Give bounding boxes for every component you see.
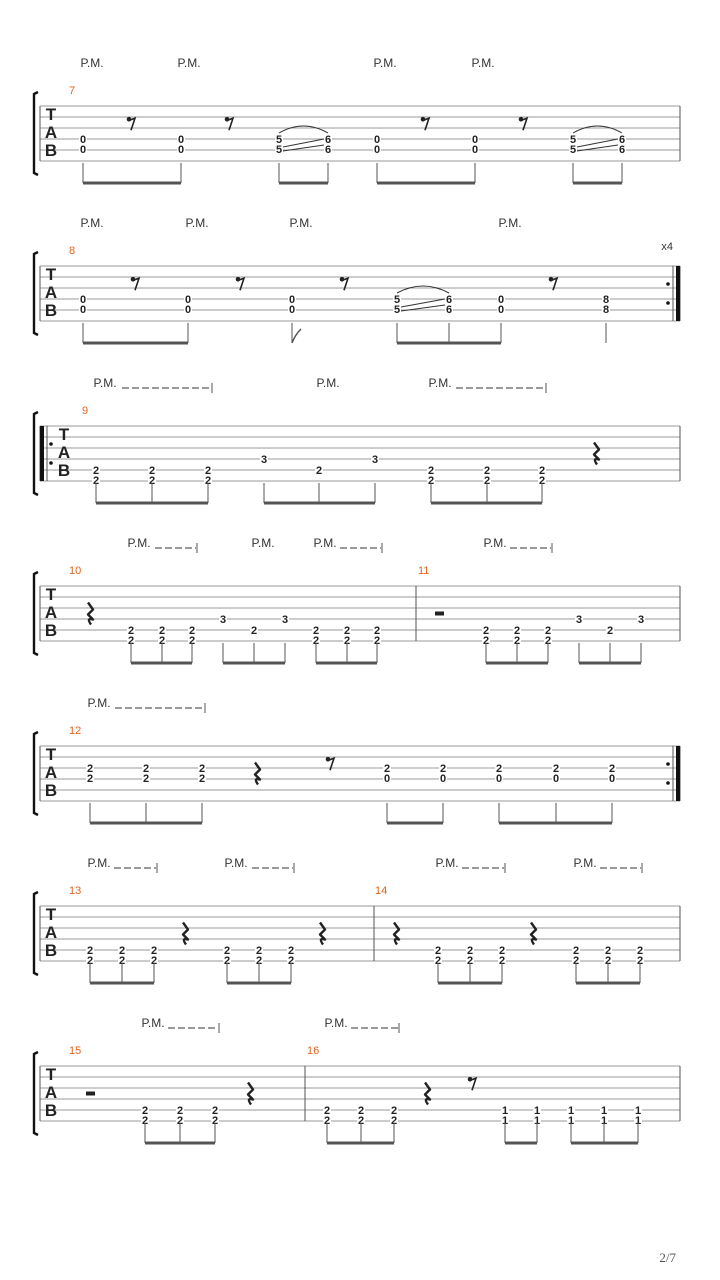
palm-mute-label: P.M. xyxy=(289,216,313,230)
tab-clef-letter-a: A xyxy=(44,763,58,782)
note-chord xyxy=(275,134,283,156)
tab-clef-letter-a: A xyxy=(44,603,58,622)
palm-mute-label: P.M. xyxy=(80,56,104,70)
fret-number: 2 xyxy=(538,465,546,477)
palm-mute-label: P.M. xyxy=(324,1016,348,1030)
fret-number: 6 xyxy=(324,134,332,146)
fret-number: 0 xyxy=(373,134,381,146)
fret-number: 1 xyxy=(533,1115,541,1127)
palm-mute-label: P.M. xyxy=(177,56,201,70)
fret-number: 2 xyxy=(223,955,231,967)
fret-number: 2 xyxy=(343,625,351,637)
note-chord xyxy=(177,134,185,156)
fret-number: 2 xyxy=(86,763,94,775)
hammer-tie-arc xyxy=(279,126,328,133)
measure-number: 14 xyxy=(375,885,388,897)
tab-system-1 xyxy=(34,56,680,183)
palm-mute-label: P.M. xyxy=(224,856,248,870)
palm-mute-label: P.M. xyxy=(498,216,522,230)
fret-number: 2 xyxy=(211,1115,219,1127)
fret-number: 6 xyxy=(445,304,453,316)
repeat-end-thick-bar xyxy=(676,746,680,801)
fret-number: 2 xyxy=(604,945,612,957)
note-chord xyxy=(79,294,87,316)
fret-number: 2 xyxy=(176,1115,184,1127)
fret-number: 6 xyxy=(324,144,332,156)
fret-number: 8 xyxy=(602,294,610,306)
fret-number: 6 xyxy=(445,294,453,306)
note-chord xyxy=(618,134,626,156)
fret-number: 2 xyxy=(150,945,158,957)
fret-number: 2 xyxy=(150,955,158,967)
note-chord xyxy=(439,763,447,785)
fret-number: 2 xyxy=(466,945,474,957)
fret-number: 2 xyxy=(434,955,442,967)
fret-number: 2 xyxy=(390,1105,398,1117)
fret-number: 2 xyxy=(158,635,166,647)
fret-number: 2 xyxy=(142,773,150,785)
fret-number: 0 xyxy=(79,134,87,146)
system-bracket xyxy=(34,412,38,495)
fret-number: 2 xyxy=(188,625,196,637)
system-bracket xyxy=(34,572,38,655)
fret-number: 2 xyxy=(498,955,506,967)
quarter-rest-icon xyxy=(183,923,188,945)
palm-mute-label: P.M. xyxy=(471,56,495,70)
palm-mute-label: P.M. xyxy=(483,536,507,550)
fret-number: 2 xyxy=(482,635,490,647)
fret-number: 2 xyxy=(357,1115,365,1127)
fret-number: 0 xyxy=(439,773,447,785)
fret-number: 1 xyxy=(501,1115,509,1127)
fret-number: 1 xyxy=(600,1115,608,1127)
repeat-count: x4 xyxy=(661,241,673,253)
note-chord xyxy=(393,294,401,316)
fret-number: 2 xyxy=(118,945,126,957)
fret-number: 0 xyxy=(184,304,192,316)
measure-number: 7 xyxy=(69,85,76,97)
note-chord xyxy=(608,763,616,785)
system-bracket xyxy=(34,252,38,335)
fret-number: 3 xyxy=(219,614,227,626)
fret-number: 2 xyxy=(127,635,135,647)
note-chord xyxy=(250,625,258,637)
palm-mute-label: P.M. xyxy=(127,536,151,550)
eighth-flag-icon xyxy=(292,329,301,343)
fret-number: 2 xyxy=(513,625,521,637)
tab-clef-letter-t: T xyxy=(45,585,57,604)
palm-mute-label: P.M. xyxy=(93,376,117,390)
fret-number: 2 xyxy=(204,475,212,487)
fret-number: 0 xyxy=(177,144,185,156)
note-chord xyxy=(497,294,505,316)
tab-clef-letter-b: B xyxy=(44,301,58,320)
tab-clef-letter-b: B xyxy=(44,621,58,640)
fret-number: 2 xyxy=(495,763,503,775)
quarter-rest-icon xyxy=(425,1083,430,1105)
fret-number: 0 xyxy=(288,304,296,316)
hammer-tie-arc xyxy=(397,286,449,293)
fret-number: 3 xyxy=(260,454,268,466)
quarter-rest-icon xyxy=(320,923,325,945)
quarter-rest-icon xyxy=(394,923,399,945)
tab-system-7 xyxy=(34,1016,680,1143)
fret-number: 1 xyxy=(501,1105,509,1117)
palm-mute-label: P.M. xyxy=(435,856,459,870)
fret-number: 3 xyxy=(281,614,289,626)
measure-number: 12 xyxy=(69,725,82,737)
tab-clef-letter-t: T xyxy=(45,1065,57,1084)
fret-number: 2 xyxy=(343,635,351,647)
tab-system-5 xyxy=(34,696,680,823)
fret-number: 3 xyxy=(637,614,645,626)
fret-number: 1 xyxy=(634,1105,642,1117)
fret-number: 2 xyxy=(439,763,447,775)
hammer-tie-arc xyxy=(573,126,622,133)
page-number: 2/7 xyxy=(659,1250,676,1265)
fret-number: 2 xyxy=(636,955,644,967)
fret-number: 0 xyxy=(184,294,192,306)
palm-mute-label: P.M. xyxy=(373,56,397,70)
note-chord xyxy=(198,763,206,785)
measure-number: 9 xyxy=(82,405,89,417)
fret-number: 3 xyxy=(575,614,583,626)
measure-number: 13 xyxy=(69,885,82,897)
fret-number: 0 xyxy=(471,144,479,156)
fret-number: 5 xyxy=(275,144,283,156)
fret-number: 2 xyxy=(357,1105,365,1117)
fret-number: 1 xyxy=(567,1105,575,1117)
fret-number: 8 xyxy=(602,304,610,316)
note-chord xyxy=(86,763,94,785)
measure-number: 11 xyxy=(418,565,430,577)
fret-number: 2 xyxy=(198,763,206,775)
fret-number: 5 xyxy=(569,144,577,156)
fret-number: 2 xyxy=(315,465,323,477)
tab-clef-letter-b: B xyxy=(57,461,71,480)
system-bracket xyxy=(34,892,38,975)
measure-number: 16 xyxy=(307,1045,320,1057)
note-chord xyxy=(79,134,87,156)
note-chord xyxy=(315,465,323,477)
tab-clef-letter-a: A xyxy=(44,923,58,942)
tab-clef-letter-t: T xyxy=(45,265,57,284)
fret-number: 2 xyxy=(255,945,263,957)
note-chord xyxy=(371,454,379,466)
repeat-dot xyxy=(49,461,53,465)
palm-mute-label: P.M. xyxy=(313,536,337,550)
fret-number: 0 xyxy=(497,294,505,306)
tab-clef-letter-b: B xyxy=(44,941,58,960)
fret-number: 2 xyxy=(250,625,258,637)
fret-number: 2 xyxy=(390,1115,398,1127)
fret-number: 1 xyxy=(600,1105,608,1117)
fret-number: 1 xyxy=(533,1105,541,1117)
fret-number: 5 xyxy=(569,134,577,146)
fret-number: 2 xyxy=(544,635,552,647)
fret-number: 2 xyxy=(198,773,206,785)
repeat-dot xyxy=(49,442,53,446)
fret-number: 2 xyxy=(552,763,560,775)
fret-number: 0 xyxy=(383,773,391,785)
fret-number: 1 xyxy=(634,1115,642,1127)
fret-number: 0 xyxy=(373,144,381,156)
measure-number: 10 xyxy=(69,565,82,577)
fret-number: 2 xyxy=(148,465,156,477)
fret-number: 2 xyxy=(427,465,435,477)
note-chord xyxy=(260,454,268,466)
note-chord xyxy=(281,614,289,626)
palm-mute-label: P.M. xyxy=(251,536,275,550)
fret-number: 0 xyxy=(552,773,560,785)
fret-number: 2 xyxy=(383,763,391,775)
fret-number: 0 xyxy=(495,773,503,785)
system-bracket xyxy=(34,92,38,175)
tab-clef-letter-t: T xyxy=(45,905,57,924)
fret-number: 2 xyxy=(482,625,490,637)
fret-number: 2 xyxy=(86,945,94,957)
half-rest-icon xyxy=(86,1092,95,1096)
note-chord xyxy=(606,625,614,637)
fret-number: 5 xyxy=(393,294,401,306)
note-chord xyxy=(383,763,391,785)
fret-number: 2 xyxy=(141,1105,149,1117)
tab-system-6 xyxy=(34,856,680,983)
fret-number: 2 xyxy=(158,625,166,637)
repeat-dot xyxy=(666,781,670,785)
quarter-rest-icon xyxy=(248,1083,253,1105)
fret-number: 2 xyxy=(498,945,506,957)
note-chord xyxy=(575,614,583,626)
fret-number: 2 xyxy=(483,465,491,477)
fret-number: 2 xyxy=(323,1115,331,1127)
fret-number: 2 xyxy=(572,955,580,967)
repeat-dot xyxy=(666,762,670,766)
fret-number: 2 xyxy=(544,625,552,637)
fret-number: 2 xyxy=(572,945,580,957)
note-chord xyxy=(569,134,577,156)
fret-number: 2 xyxy=(427,475,435,487)
tab-clef-letter-a: A xyxy=(44,1083,58,1102)
fret-number: 2 xyxy=(513,635,521,647)
palm-mute-label: P.M. xyxy=(87,856,111,870)
quarter-rest-icon xyxy=(255,763,260,785)
tab-clef-letter-b: B xyxy=(44,781,58,800)
palm-mute-label: P.M. xyxy=(316,376,340,390)
fret-number: 3 xyxy=(371,454,379,466)
fret-number: 0 xyxy=(608,773,616,785)
fret-number: 2 xyxy=(312,625,320,637)
palm-mute-label: P.M. xyxy=(573,856,597,870)
half-rest-icon xyxy=(435,612,444,616)
repeat-end-thick-bar xyxy=(676,266,680,321)
fret-number: 2 xyxy=(312,635,320,647)
palm-mute-label: P.M. xyxy=(141,1016,165,1030)
fret-number: 2 xyxy=(287,945,295,957)
tab-clef-letter-a: A xyxy=(57,443,71,462)
fret-number: 2 xyxy=(176,1105,184,1117)
fret-number: 0 xyxy=(79,294,87,306)
fret-number: 2 xyxy=(127,625,135,637)
fret-number: 6 xyxy=(618,134,626,146)
tab-clef-letter-t: T xyxy=(58,425,70,444)
fret-number: 2 xyxy=(141,1115,149,1127)
fret-number: 6 xyxy=(618,144,626,156)
note-chord xyxy=(552,763,560,785)
fret-number: 2 xyxy=(434,945,442,957)
note-chord xyxy=(288,294,296,316)
tab-clef-letter-b: B xyxy=(44,141,58,160)
fret-number: 2 xyxy=(608,763,616,775)
tab-clef-letter-b: B xyxy=(44,1101,58,1120)
fret-number: 5 xyxy=(393,304,401,316)
fret-number: 2 xyxy=(538,475,546,487)
quarter-rest-icon xyxy=(88,603,93,625)
note-chord xyxy=(219,614,227,626)
note-chord xyxy=(495,763,503,785)
fret-number: 2 xyxy=(223,945,231,957)
fret-number: 2 xyxy=(92,475,100,487)
fret-number: 5 xyxy=(275,134,283,146)
system-bracket xyxy=(34,1052,38,1135)
repeat-start-thick-bar xyxy=(40,426,44,481)
note-chord xyxy=(602,294,610,316)
fret-number: 1 xyxy=(567,1115,575,1127)
measure-number: 15 xyxy=(69,1045,82,1057)
fret-number: 0 xyxy=(288,294,296,306)
fret-number: 2 xyxy=(255,955,263,967)
note-chord xyxy=(445,294,453,316)
tab-system-2 xyxy=(34,216,680,343)
tab-clef-letter-t: T xyxy=(45,745,57,764)
fret-number: 2 xyxy=(287,955,295,967)
fret-number: 2 xyxy=(92,465,100,477)
note-chord xyxy=(184,294,192,316)
fret-number: 2 xyxy=(204,465,212,477)
fret-number: 2 xyxy=(211,1105,219,1117)
fret-number: 2 xyxy=(373,635,381,647)
tab-system-4 xyxy=(34,536,680,663)
fret-number: 2 xyxy=(148,475,156,487)
note-chord xyxy=(471,134,479,156)
palm-mute-label: P.M. xyxy=(80,216,104,230)
quarter-rest-icon xyxy=(594,443,599,465)
note-chord xyxy=(637,614,645,626)
note-chord xyxy=(142,763,150,785)
quarter-rest-icon xyxy=(531,923,536,945)
tab-clef-letter-a: A xyxy=(44,283,58,302)
fret-number: 0 xyxy=(79,304,87,316)
fret-number: 2 xyxy=(636,945,644,957)
measure-number: 8 xyxy=(69,245,76,257)
fret-number: 2 xyxy=(483,475,491,487)
note-chord xyxy=(373,134,381,156)
fret-number: 2 xyxy=(606,625,614,637)
tab-system-3 xyxy=(34,376,680,503)
fret-number: 2 xyxy=(118,955,126,967)
system-bracket xyxy=(34,732,38,815)
fret-number: 2 xyxy=(188,635,196,647)
fret-number: 2 xyxy=(142,763,150,775)
palm-mute-label: P.M. xyxy=(428,376,452,390)
fret-number: 2 xyxy=(466,955,474,967)
fret-number: 2 xyxy=(373,625,381,637)
fret-number: 0 xyxy=(497,304,505,316)
note-chord xyxy=(324,134,332,156)
fret-number: 0 xyxy=(471,134,479,146)
repeat-dot xyxy=(666,282,670,286)
tab-clef-letter-t: T xyxy=(45,105,57,124)
palm-mute-label: P.M. xyxy=(87,696,111,710)
tab-clef-letter-a: A xyxy=(44,123,58,142)
fret-number: 2 xyxy=(604,955,612,967)
palm-mute-label: P.M. xyxy=(185,216,209,230)
fret-number: 0 xyxy=(79,144,87,156)
fret-number: 2 xyxy=(86,955,94,967)
fret-number: 0 xyxy=(177,134,185,146)
fret-number: 2 xyxy=(86,773,94,785)
repeat-dot xyxy=(666,301,670,305)
fret-number: 2 xyxy=(323,1105,331,1117)
